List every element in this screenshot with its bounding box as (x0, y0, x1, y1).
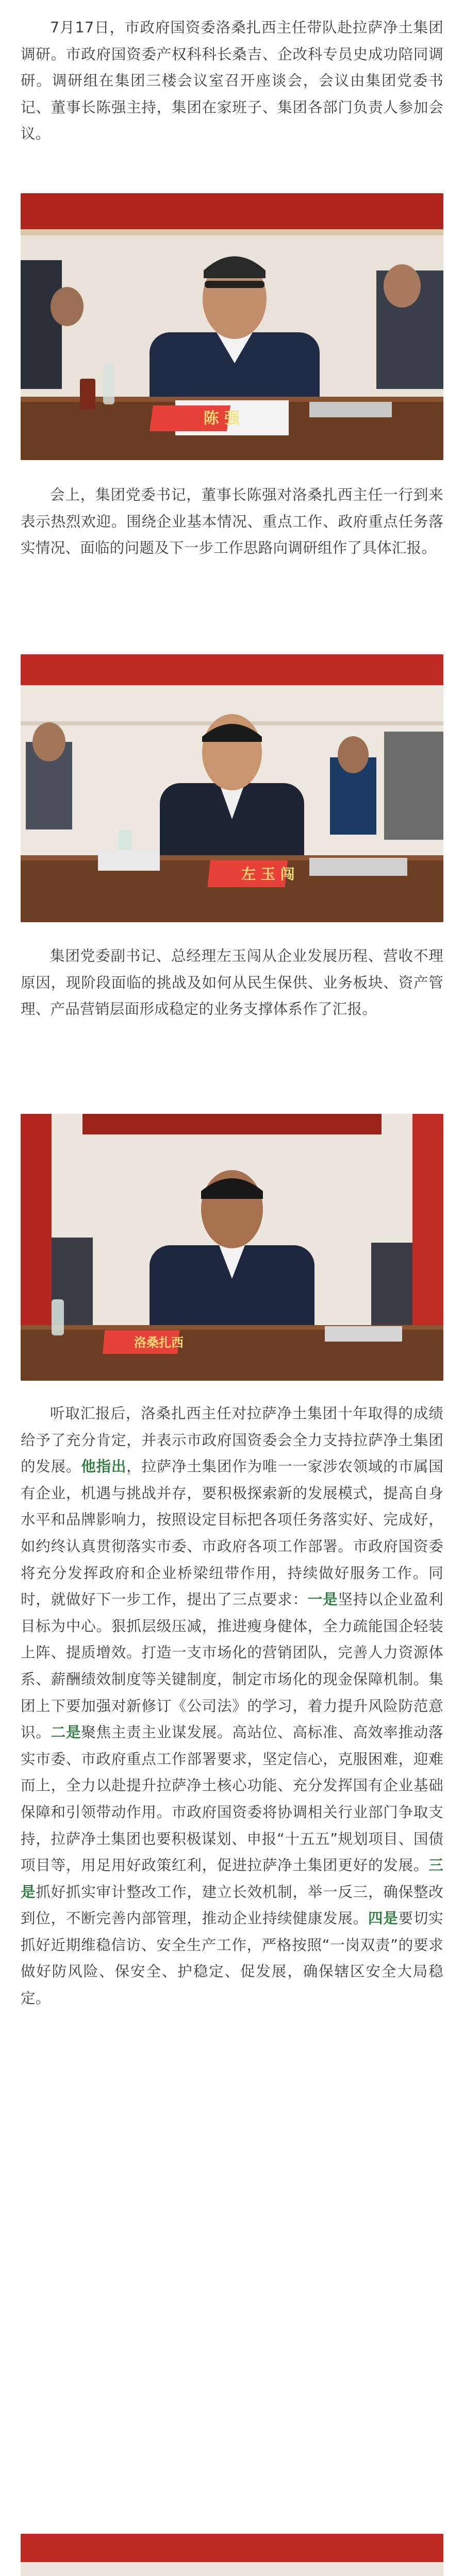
instructions-text-2: ，拉萨净土集团作为唯一一家涉农领域的市属国有企业，机遇与挑战并存，要积极探索新的发展模式，提高自身水平和品牌影响力，按照设定目标把各项任务落实好、完成好，如约终认真贯彻落实市委、市政府各项工作部署。市政府国资委将充分发挥政府和企业桥梁纽带作用，持续做好服务工作。同时，就做好下一步工作，提出了三点要求： (21, 1458, 443, 1608)
instructions-paragraph (21, 1400, 443, 2012)
instructions-text-6: 要切实抓好近期维稳信访、安全生产工作，严格按照“一岗双责”的要求做好防风险、保安全、护稳定、促发展，确保辖区安全大局稳定。 (21, 1910, 443, 2007)
photo-chenqiang (21, 193, 443, 460)
emphasis-yishi: 一是 (307, 1591, 338, 1608)
manager-paragraph: 集团党委副书记、总经理左玉闯从企业发展历程、营收不理原因，现阶段面临的挑战及如何从民生保供、业务板块、资产管理、产品营销层面形成稳定的业务支撑体系作了汇报。 (21, 947, 443, 1018)
emphasis-he-zhichu: 他指出 (81, 1458, 127, 1476)
instructions-text-4: 聚焦主责主业谋发展。高站位、高标准、高效率推动落实市委、市政府重点工作部署要求，坚定信心，克服困难，迎难而上，全力以赴提升拉萨净土核心功能、充分发挥国有企业基础保障和引领带动作用。市政府国资委将协调相关行业部门争取支持，拉萨净土集团也要积极谋划、申报“十五五”规划项目、国债项目等，用足用好政策红利，促进拉萨净土集团更好的发展。 (21, 1724, 443, 1874)
emphasis-ershi: 二是 (51, 1724, 81, 1741)
instructions-text-5: 抓好抓实审计整改工作，建立长效机制，举一反三，确保整改到位，不断完善内部管理，推动企业持续健康发展。 (21, 1883, 443, 1927)
intro-paragraph-block (21, 14, 443, 147)
emphasis-sishi: 四是 (368, 1910, 399, 1927)
emphasis-sanshi: 三是 (21, 1857, 443, 1901)
report-paragraph-block (21, 482, 443, 562)
instructions-paragraph-block (21, 1400, 443, 2012)
photo-luosangzhaxi (21, 1114, 443, 1381)
intro-paragraph: 7月17日，市政府国资委洛桑扎西主任带队赴拉萨净土集团调研。市政府国资委产权科科长桑吉、企改科专员史成功陪同调研。调研组在集团三楼会议室召开座谈会，会议由集团党委书记、董事长陈强主持，集团在家班子、集团各部门负责人参加会议。 (21, 19, 443, 143)
instructions-text-3: 坚持以企业盈利目标为中心。狠抓层级压减，推进瘦身健体，全力疏能国企轻装上阵、提质增效。打造一支市场化的营销团队，完善人力资源体系、薪酬绩效制度等关键制度，制定市场化的现金保障机制。集团上下要加强对新修订《公司法》的学习，着力提升风险防范意识。 (21, 1591, 443, 1741)
nameplate-chenqiang: 陈 强 (203, 410, 240, 428)
nameplate-zuoyuchuang: 左 玉 闯 (241, 866, 295, 883)
report-paragraph: 会上，集团党委书记，董事长陈强对洛桑扎西主任一行到来表示热烈欢迎。围绕企业基本情况、重点工作、政府重点任务落实情况、面临的问题及下一步工作思路向调研组作了具体汇报。 (21, 486, 443, 557)
instructions-text-1: 听取汇报后，洛桑扎西主任对拉萨净土集团十年取得的成绩给予了充分肯定，并表示市政府国资委会全力支持拉萨净土集团的发展。 (21, 1405, 443, 1476)
nameplate-luosangzhaxi: 洛桑扎西 (134, 1335, 184, 1350)
photo-sangji (21, 2534, 443, 2576)
photo-zuoyuchuang (21, 654, 443, 922)
manager-paragraph-block (21, 943, 443, 1023)
